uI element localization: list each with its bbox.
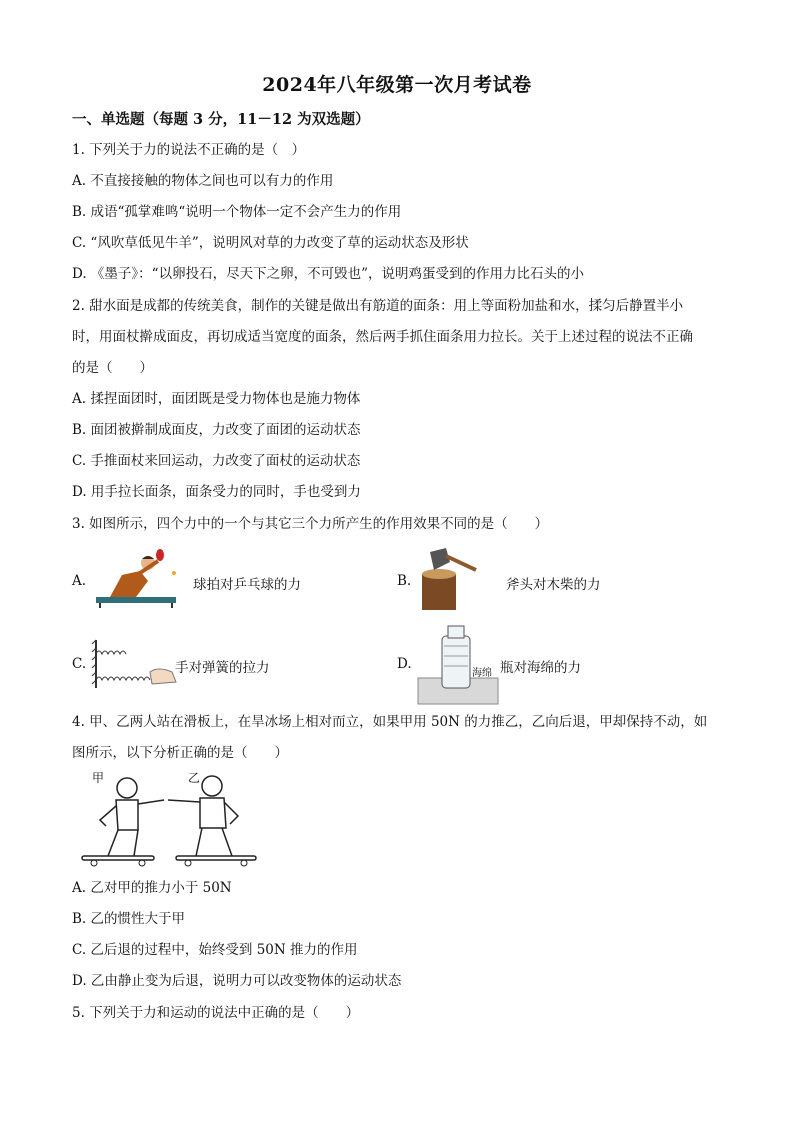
q2-stem-line-3: 的是（ ） (72, 360, 153, 376)
axe-log-illustration (416, 548, 482, 612)
q2-option-d: D. 用手拉长面条，面条受力的同时，手也受到力 (72, 484, 361, 500)
skateboard-push-illustration (72, 770, 258, 870)
q2-option-a: A. 揉捏面团时，面团既是受力物体也是施力物体 (72, 391, 361, 407)
q4-option-d: D. 乙由静止变为后退，说明力可以改变物体的运动状态 (72, 973, 402, 989)
q1-stem: 1. 下列关于力的说法不正确的是（ ） (72, 142, 306, 158)
q1-option-a: A. 不直接接触的物体之间也可以有力的作用 (72, 173, 334, 189)
q2-option-c: C. 手推面杖来回运动，力改变了面杖的运动状态 (72, 453, 361, 469)
q4-option-c: C. 乙后退的过程中，始终受到 50N 推力的作用 (72, 942, 358, 958)
q3-option-d-caption: 瓶对海绵的力 (500, 660, 581, 676)
q4-option-b: B. 乙的惯性大于甲 (72, 911, 186, 927)
q5-stem: 5. 下列关于力和运动的说法中正确的是（ ） (72, 1005, 360, 1021)
label-yi: 乙 (188, 771, 201, 785)
sponge-label: 海绵 (472, 668, 492, 679)
q3-option-b-caption: 斧头对木柴的力 (506, 577, 601, 593)
page-title: 2024年八年级第一次月考试卷 (262, 74, 532, 96)
q2-stem-line-1: 2. 甜水面是成都的传统美食，制作的关键是做出有筋道的面条：用上等面粉加盐和水，揉匀后静置半小 (72, 298, 684, 314)
q3-stem: 3. 如图所示，四个力中的一个与其它三个力所产生的作用效果不同的是（ ） (72, 516, 549, 532)
q2-option-b: B. 面团被擀制成面皮，力改变了面团的运动状态 (72, 422, 361, 438)
q4-option-a: A. 乙对甲的推力小于 50N (72, 880, 232, 896)
q4-stem-line-2: 图所示，以下分析正确的是（ ） (72, 745, 288, 761)
q1-option-b: B. 成语“孤掌难鸣“说明一个物体一定不会产生力的作用 (72, 204, 402, 220)
q3-option-c-letter: C. (72, 656, 87, 672)
q1-option-c: C. “风吹草低见牛羊”，说明风对草的力改变了草的运动状态及形状 (72, 235, 469, 251)
q2-stem-line-2: 时，用面杖擀成面皮，再切成适当宽度的面条，然后两手抓住面条用力拉长。关于上述过程的说法不正确 (72, 329, 693, 345)
q3-option-c-caption: 手对弹簧的拉力 (175, 660, 270, 676)
q3-option-b-letter: B. (397, 573, 412, 589)
section-heading: 一、单选题（每题 3 分，11－12 为双选题） (72, 111, 370, 128)
spring-hand-illustration (92, 638, 178, 692)
q3-option-d-letter: D. (397, 656, 412, 672)
q4-stem-line-1: 4. 甲、乙两人站在滑板上，在旱冰场上相对而立，如果甲用 50N 的力推乙，乙向后退，甲却保持不动，如 (72, 714, 708, 730)
q1-option-d: D. 《墨子》：“以卵投石，尽天下之卵，不可毁也”，说明鸡蛋受到的作用力比石头的小 (72, 266, 584, 282)
label-jia: 甲 (92, 771, 105, 785)
q3-option-a-caption: 球拍对乒乓球的力 (193, 577, 301, 593)
ping-pong-illustration (92, 545, 178, 609)
q3-option-a-letter: A. (72, 573, 87, 589)
